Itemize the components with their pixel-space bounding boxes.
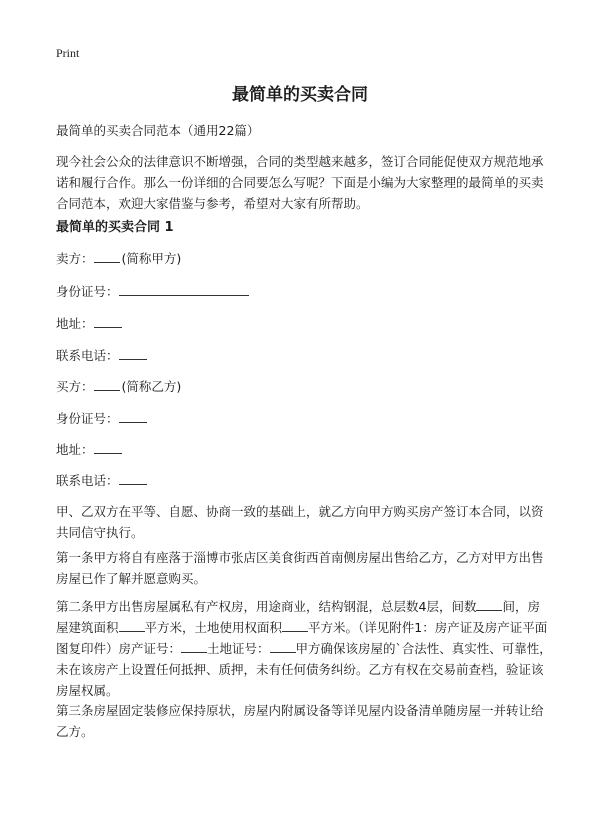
buyer-field xyxy=(56,377,181,395)
seller-id-label: 身份证号： xyxy=(56,284,119,299)
clause-2-blank-2 xyxy=(119,619,145,632)
seller-label: 卖方： xyxy=(56,251,94,266)
clause-2-part3: 平方米，土地使用权面积 xyxy=(144,620,283,635)
clause-1: 第一条甲方将自有座落于淄博市张店区美食街西首南侧房屋出售给乙方，乙方对甲方出售房屋已作了解并愿意购买。 xyxy=(56,550,544,586)
seller-phone-field xyxy=(56,346,147,364)
section-heading: 最简单的买卖合同 1 xyxy=(56,220,174,235)
buyer-address-blank xyxy=(94,440,122,454)
seller-blank xyxy=(94,249,120,263)
clause-2-blank-4 xyxy=(181,640,207,653)
clause-2-part1: 第二条甲方出售房屋属私有产权房，用途商业，结构钢混，总层数4层，间数 xyxy=(56,599,477,614)
buyer-address-label: 地址： xyxy=(56,442,94,457)
clause-3: 第三条房屋固定装修应保持原状，房屋内附属设备等详见屋内设备清单随房屋一并转让给乙方。 xyxy=(56,703,544,739)
clause-2-blank-3 xyxy=(282,619,308,632)
clause-2-part5: 土地证号： xyxy=(207,641,270,656)
buyer-id-label: 身份证号： xyxy=(56,411,119,426)
clause-2 xyxy=(56,596,552,701)
seller-phone-blank xyxy=(119,346,147,360)
seller-id-blank xyxy=(119,282,249,296)
buyer-address-field xyxy=(56,440,122,458)
clause-2-blank-1 xyxy=(476,598,502,611)
page-title: 最简单的买卖合同 xyxy=(232,85,368,105)
seller-address-label: 地址： xyxy=(56,316,94,331)
buyer-phone-blank xyxy=(119,471,147,485)
clause-2-blank-5 xyxy=(270,640,296,653)
buyer-label: 买方： xyxy=(56,379,94,394)
clause-2-part6: 甲方确保该房屋的`合法性、真实性、可靠性，未在该房产上设置任何抵押、质押，未有任何债务纠纷。乙方有权在交易前查档，验证该房屋权属。 xyxy=(56,641,552,698)
seller-id-field xyxy=(56,282,249,300)
buyer-suffix: (简称乙方) xyxy=(121,379,182,394)
buyer-id-blank xyxy=(119,409,147,423)
clause-2-part4: 平方米。（详见附件1：房产证及房产证平面图复印件）房产证号： xyxy=(56,620,548,656)
buyer-phone-label: 联系电话： xyxy=(56,473,119,488)
buyer-phone-field xyxy=(56,471,147,489)
seller-address-field xyxy=(56,314,122,332)
clause-preamble: 甲、乙双方在平等、自愿、协商一致的基础上，就乙方向甲方购买房产签订本合同，以资共同信守执行。 xyxy=(56,504,544,540)
seller-address-blank xyxy=(94,314,122,328)
buyer-blank xyxy=(94,377,120,391)
document-subtitle: 最简单的买卖合同范本（通用22篇） xyxy=(56,123,260,138)
intro-paragraph: 现今社会公众的法律意识不断增强，合同的类型越来越多，签订合同能促使双方规范地承诺和履行合作。那么一份详细的合同要怎么写呢？下面是小编为大家整理的最简单的买卖合同范本，欢迎大家借鉴与参考，希望对大家有所帮助。 xyxy=(56,154,544,211)
print-link[interactable]: Print xyxy=(56,46,80,60)
seller-field xyxy=(56,249,181,267)
buyer-id-field xyxy=(56,409,147,427)
clause-2-part2: 间，房屋建筑面积 xyxy=(56,599,540,635)
seller-phone-label: 联系电话： xyxy=(56,348,119,363)
seller-suffix: (简称甲方) xyxy=(121,251,182,266)
